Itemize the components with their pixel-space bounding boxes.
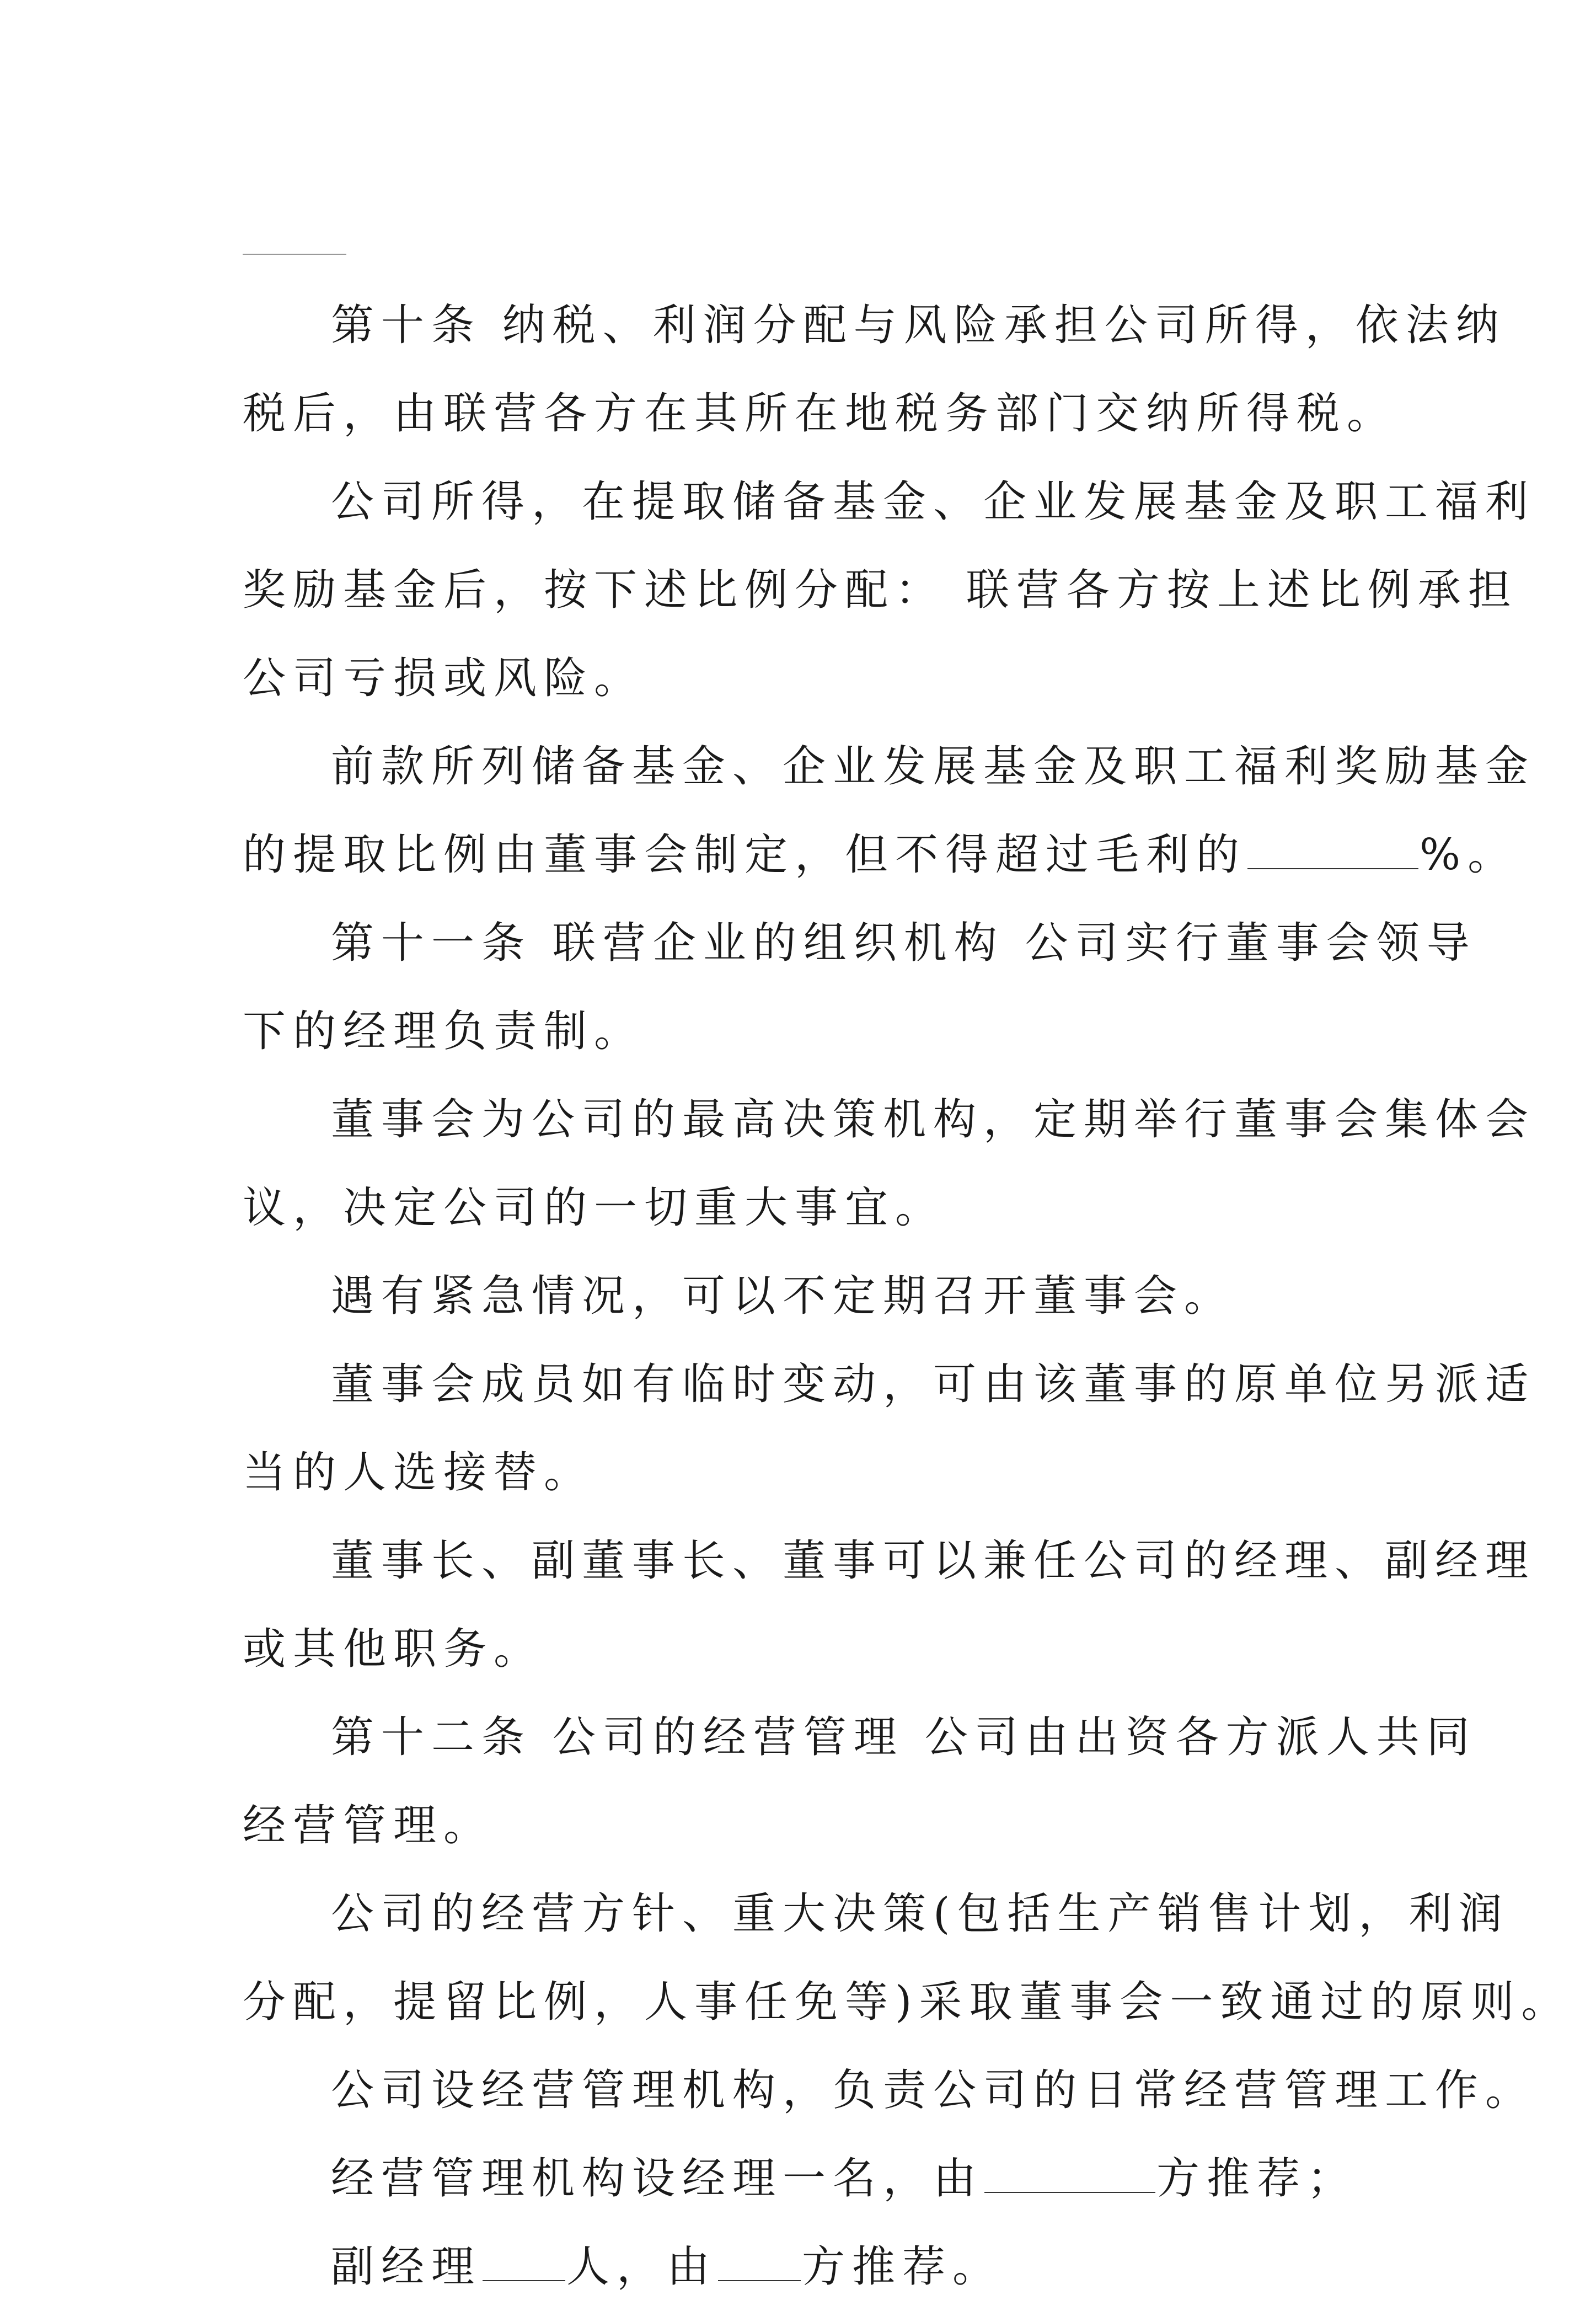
text-line: 遇有紧急情况，可以不定期召开董事会。 [331, 1271, 1235, 1321]
text-line: 公司所得，在提取储备基金、企业发展基金及职工福利 [331, 477, 1536, 527]
text-line [243, 811, 1518, 899]
text-line: 税后，由联营各方在其所在地税务部门交纳所得税。 [243, 389, 1397, 438]
text-line: 董事会为公司的最高决策机构，定期举行董事会集体会 [331, 1095, 1536, 1144]
text-line: 第十条 纳税、利润分配与风险承担公司所得，依法纳 [331, 301, 1506, 350]
text-line: 公司设经营管理机构，负责公司的日常经营管理工作。 [331, 2066, 1536, 2115]
text-segment: 的提取比例由董事会制定，但不得超过毛利的 [243, 830, 1247, 880]
article-12-paragraph [243, 1693, 1477, 1870]
fill-in-blank-deputy-count[interactable] [483, 2280, 565, 2281]
profit-distribution-paragraph [243, 458, 1536, 723]
text-segment: 方推荐。 [802, 2242, 1003, 2292]
text-line [243, 2135, 1358, 2223]
text-segment: 副经理 [331, 2242, 482, 2292]
emergency-paragraph [243, 1252, 1351, 1340]
text-line: 奖励基金后，按下述比例分配： 联营各方按上述比例承担 [243, 565, 1518, 615]
text-line: 议，决定公司的一切重大事宜。 [243, 1183, 946, 1233]
manager-paragraph [243, 2135, 1358, 2223]
text-line: 当的人选接替。 [243, 1448, 595, 1497]
text-line: 下的经理负责制。 [243, 1007, 645, 1056]
fill-in-blank-percent[interactable] [1247, 868, 1418, 869]
concurrent-posts-paragraph [243, 1517, 1536, 1693]
funds-paragraph [243, 723, 1536, 899]
policy-paragraph [243, 1870, 1572, 2046]
text-line: 董事长、副董事长、董事可以兼任公司的经理、副经理 [331, 1536, 1536, 1586]
text-line: 分配，提留比例，人事任免等)采取董事会一致通过的原则。 [243, 1977, 1572, 2027]
board-paragraph [243, 1076, 1536, 1252]
header-rule [243, 254, 346, 255]
text-segment: %。 [1420, 830, 1518, 880]
member-change-paragraph [243, 1340, 1536, 1517]
text-line [243, 2223, 1351, 2311]
article-10-paragraph [243, 281, 1506, 458]
text-line: 第十二条 公司的经营管理 公司由出资各方派人共同 [331, 1713, 1477, 1762]
deputy-manager-paragraph [243, 2223, 1351, 2311]
text-line: 经营管理。 [243, 1801, 494, 1850]
text-segment: 人，由 [566, 2242, 717, 2292]
text-line: 前款所列储备基金、企业发展基金及职工福利奖励基金 [331, 742, 1536, 791]
article-11-paragraph [243, 899, 1477, 1076]
text-line: 公司的经营方针、重大决策(包括生产销售计划，利润 [331, 1889, 1509, 1939]
document-body [243, 281, 1572, 2311]
text-line: 第十一条 联营企业的组织机构 公司实行董事会领导 [331, 918, 1477, 968]
text-line: 或其他职务。 [243, 1624, 544, 1674]
fill-in-blank-deputy-party[interactable] [718, 2280, 801, 2281]
text-segment: 经营管理机构设经理一名，由 [331, 2154, 984, 2203]
text-segment: 方推荐； [1156, 2154, 1358, 2203]
management-body-paragraph [243, 2046, 1536, 2135]
text-line: 公司亏损或风险。 [243, 654, 645, 703]
text-line: 董事会成员如有临时变动，可由该董事的原单位另派适 [331, 1360, 1536, 1409]
fill-in-blank-manager-party[interactable] [984, 2191, 1155, 2193]
